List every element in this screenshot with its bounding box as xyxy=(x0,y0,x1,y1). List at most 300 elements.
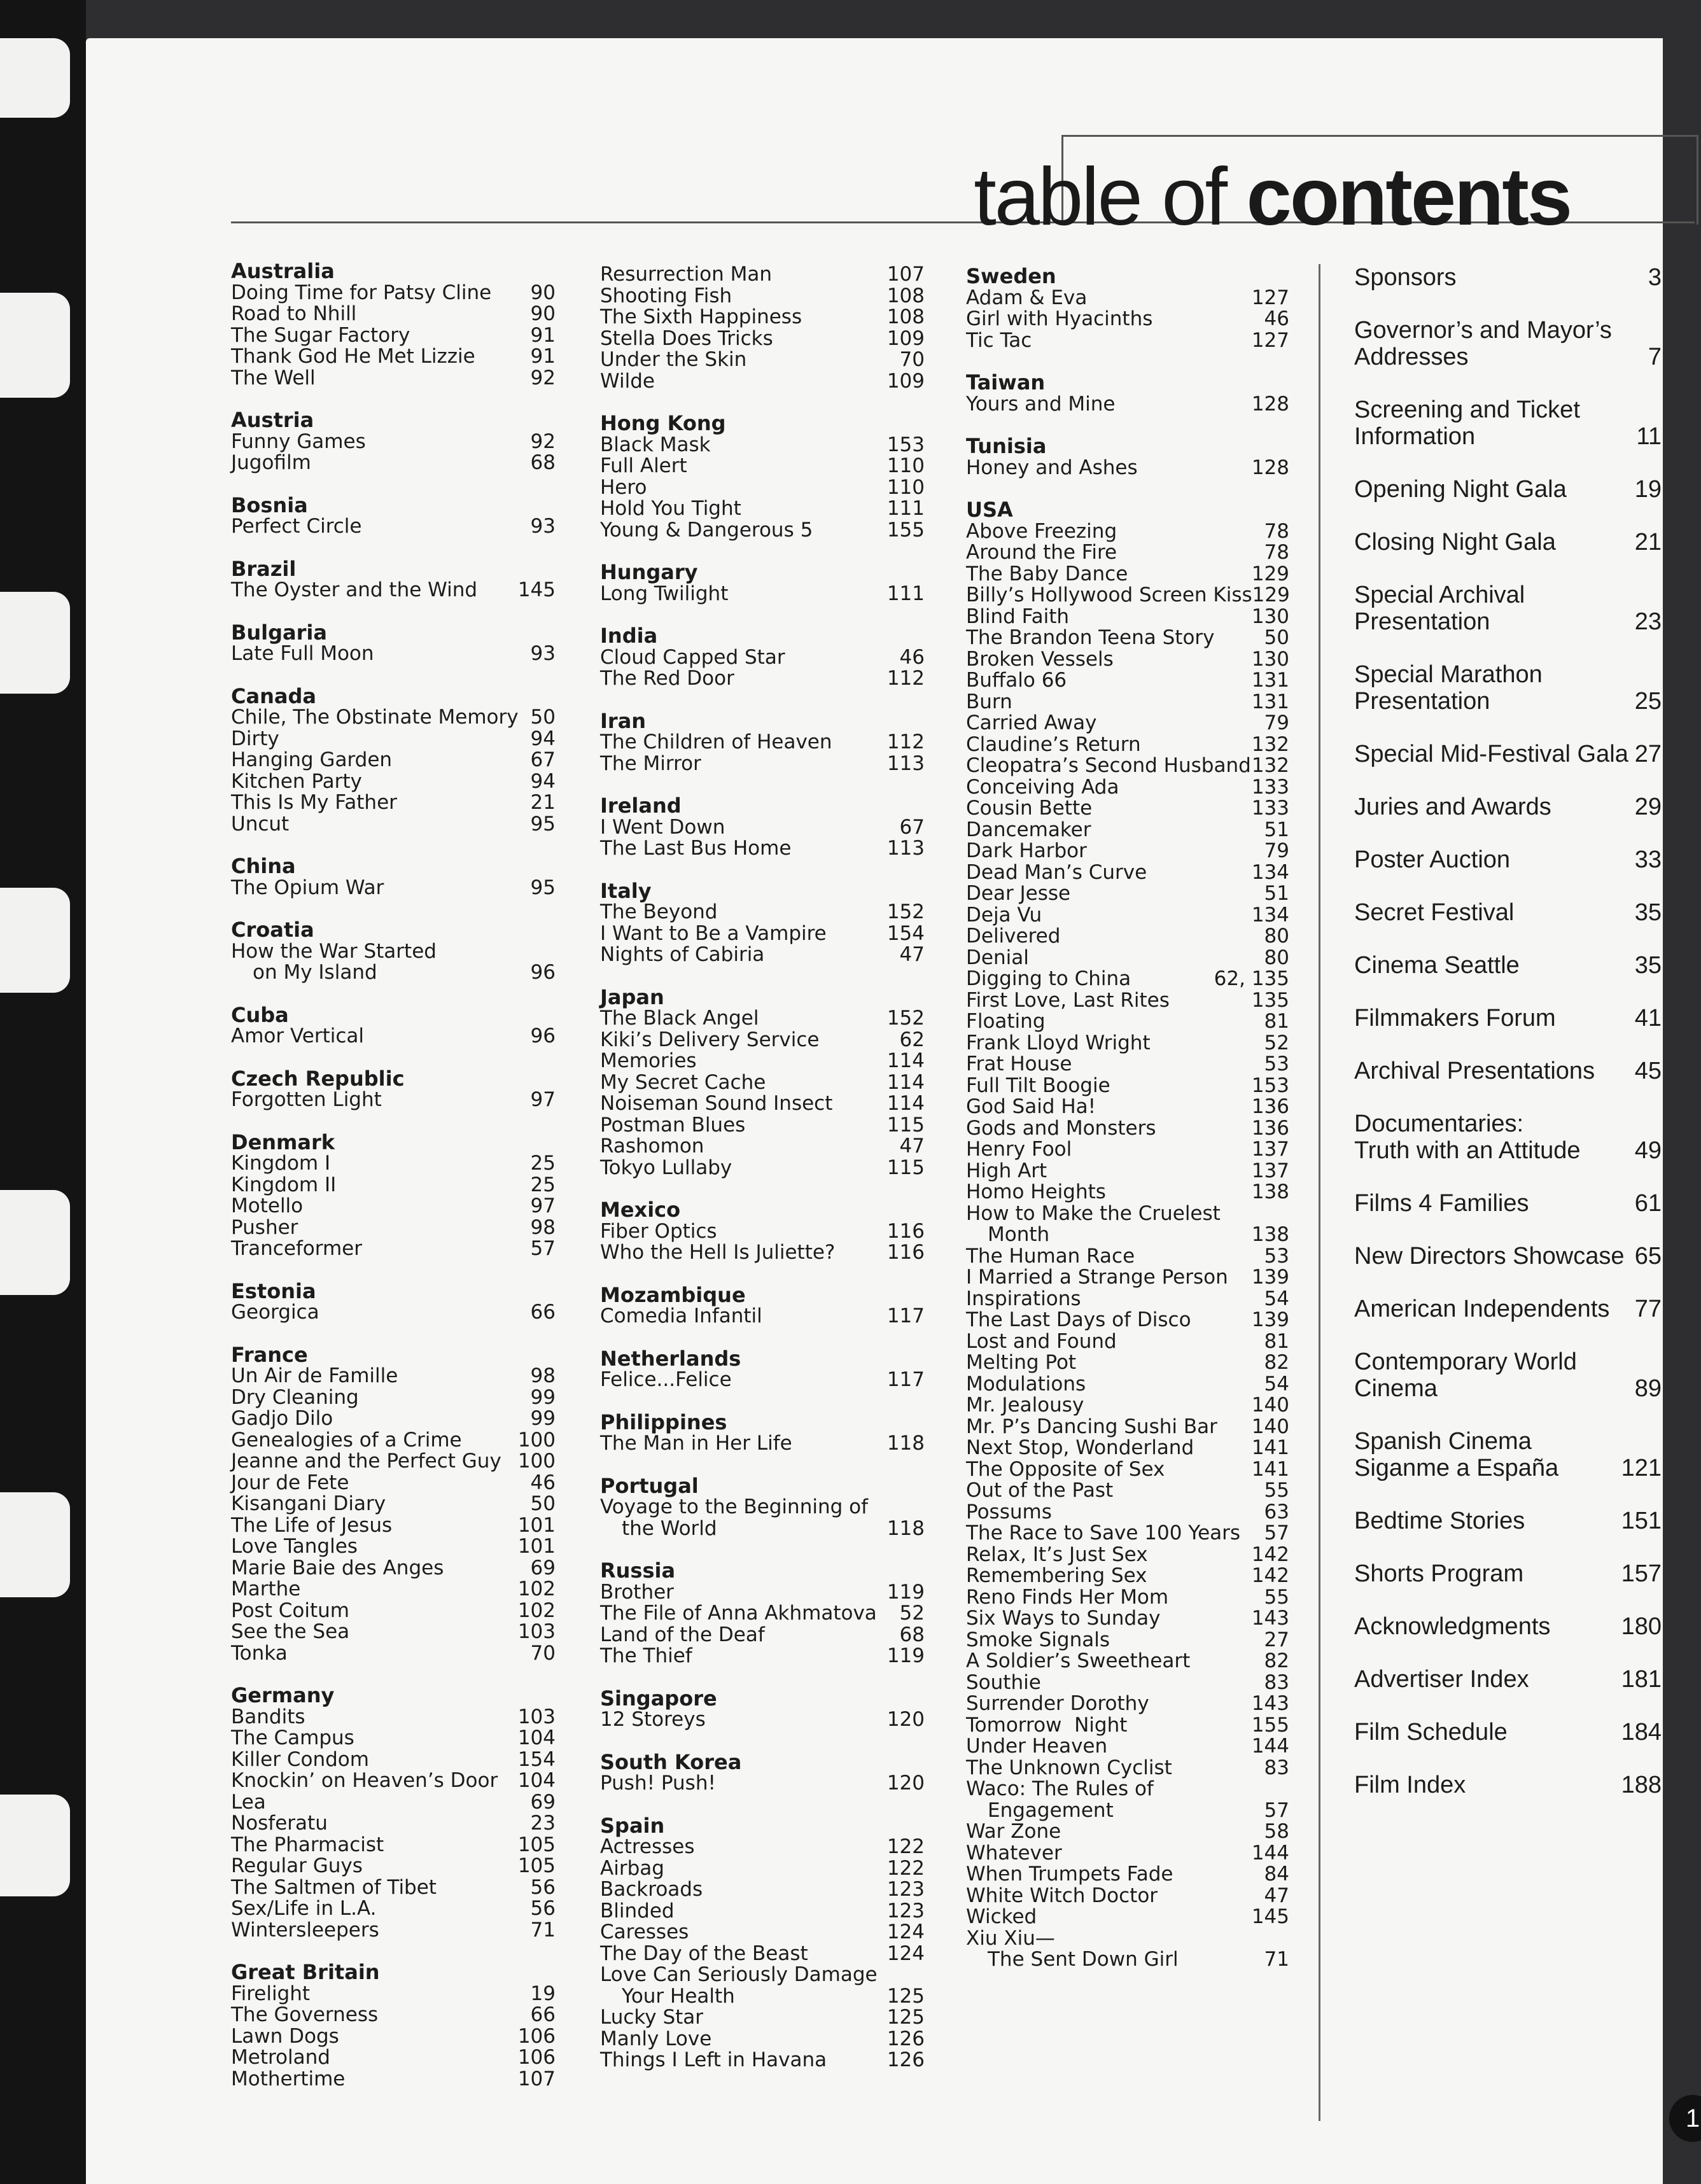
film-page: 99 xyxy=(530,1407,556,1430)
film-entry xyxy=(231,707,556,729)
film-entry xyxy=(966,1800,1289,1822)
section-page: 29 xyxy=(1634,794,1662,820)
film-title: Carried Away xyxy=(966,711,1097,734)
film-title: Things I Left in Havana xyxy=(600,2048,827,2071)
film-title: Georgica xyxy=(231,1301,319,1324)
country-group xyxy=(600,1282,925,1327)
film-entry xyxy=(966,841,1289,862)
film-title: Dead Man’s Curve xyxy=(966,860,1147,884)
film-page: 128 xyxy=(1251,392,1289,416)
film-title: Lost and Found xyxy=(966,1329,1117,1353)
film-page: 21 xyxy=(530,791,556,814)
section-page: 21 xyxy=(1634,529,1662,556)
film-page: 107 xyxy=(517,2067,556,2090)
film-page: 131 xyxy=(1251,669,1289,692)
film-title: Tonka xyxy=(231,1641,288,1665)
film-entry xyxy=(600,1986,925,2008)
film-title: Forgotten Light xyxy=(231,1088,382,1111)
film-page: 93 xyxy=(530,515,556,538)
film-entry xyxy=(966,542,1289,564)
film-entry xyxy=(231,1473,556,1494)
film-page: 46 xyxy=(1264,307,1289,330)
film-entry xyxy=(966,521,1289,543)
film-entry xyxy=(231,1217,556,1239)
film-page: 52 xyxy=(1264,1031,1289,1054)
film-page: 46 xyxy=(530,1471,556,1494)
country-group xyxy=(231,1002,556,1047)
film-title: See the Sea xyxy=(231,1620,350,1643)
film-page: 133 xyxy=(1251,775,1289,799)
film-title: The Last Days of Disco xyxy=(966,1308,1191,1331)
film-page: 81 xyxy=(1264,1010,1289,1033)
film-page: 109 xyxy=(886,326,925,350)
film-entry xyxy=(231,368,556,389)
film-title: 12 Storeys xyxy=(600,1708,706,1731)
section-label: New Directors Showcase xyxy=(1354,1243,1625,1270)
film-entry xyxy=(600,349,925,371)
film-page: 56 xyxy=(530,1875,556,1899)
film-entry xyxy=(600,371,925,393)
film-page: 62 xyxy=(899,1028,925,1051)
film-page: 55 xyxy=(1264,1479,1289,1502)
film-entry xyxy=(231,1536,556,1558)
film-title: The Life of Jesus xyxy=(231,1513,393,1537)
film-page: 54 xyxy=(1264,1372,1289,1396)
film-entry xyxy=(966,1928,1289,1950)
section-page: 89 xyxy=(1634,1375,1662,1402)
film-page: 78 xyxy=(1264,541,1289,564)
film-page: 132 xyxy=(1251,732,1289,756)
section-label: Film Schedule xyxy=(1354,1719,1508,1746)
country-heading: Mozambique xyxy=(600,1282,746,1307)
film-page: 96 xyxy=(530,1025,556,1047)
film-title: The Children of Heaven xyxy=(600,731,832,753)
film-title: The Day of the Beast xyxy=(600,1942,808,1965)
film-entry xyxy=(966,1182,1289,1203)
film-entry xyxy=(231,516,556,538)
film-page: 154 xyxy=(517,1747,556,1771)
film-entry xyxy=(231,1238,556,1260)
film-title: Xiu Xiu— xyxy=(966,1926,1055,1950)
film-entry xyxy=(600,838,925,860)
film-entry xyxy=(600,2029,925,2050)
film-page: 144 xyxy=(1251,1841,1289,1865)
film-entry xyxy=(231,1835,556,1856)
film-title: The Oyster and the Wind xyxy=(231,578,478,601)
section-label: Advertiser Index xyxy=(1354,1666,1529,1693)
film-entry xyxy=(966,585,1289,606)
document-page xyxy=(86,38,1700,2184)
film-title: God Said Ha! xyxy=(966,1095,1096,1118)
film-page: 130 xyxy=(1251,647,1289,671)
film-page: 139 xyxy=(1251,1266,1289,1289)
section-label: Contemporary World Cinema xyxy=(1354,1348,1577,1402)
film-title: Waco: The Rules of xyxy=(966,1777,1154,1800)
film-page: 137 xyxy=(1251,1159,1289,1182)
country-heading: Italy xyxy=(600,878,652,903)
country-group xyxy=(600,1813,925,2071)
film-entry xyxy=(231,1408,556,1430)
film-title: Yours and Mine xyxy=(966,392,1116,416)
section-entry xyxy=(1354,1190,1662,1217)
film-page: 110 xyxy=(886,475,925,499)
film-entry xyxy=(600,1646,925,1667)
film-title: Southie xyxy=(966,1670,1041,1694)
country-heading: Spain xyxy=(600,1813,665,1838)
film-page: 53 xyxy=(1264,1053,1289,1075)
section-page: 180 xyxy=(1621,1613,1662,1640)
film-entry xyxy=(600,1030,925,1051)
film-title: The Red Door xyxy=(600,667,734,690)
film-page: 136 xyxy=(1251,1116,1289,1140)
film-page: 119 xyxy=(886,1644,925,1667)
film-page: 114 xyxy=(886,1049,925,1072)
section-entry xyxy=(1354,1613,1662,1640)
film-entry xyxy=(600,1093,925,1115)
film-title: I Want to Be a Vampire xyxy=(600,921,827,945)
film-title: The Black Angel xyxy=(600,1007,759,1030)
film-title: Frank Lloyd Wright xyxy=(966,1031,1151,1054)
country-heading: Great Britain xyxy=(231,1960,380,1984)
film-page: 80 xyxy=(1264,925,1289,948)
section-page: 45 xyxy=(1634,1058,1662,1084)
film-page: 110 xyxy=(886,454,925,477)
film-title: White Witch Doctor xyxy=(966,1884,1158,1907)
film-title: The Human Race xyxy=(966,1244,1135,1268)
film-page: 123 xyxy=(886,1899,925,1922)
film-title: Under the Skin xyxy=(600,348,747,371)
film-page: 153 xyxy=(1251,1074,1289,1097)
film-title: Firelight xyxy=(231,1982,311,2005)
country-heading: Croatia xyxy=(231,918,314,942)
country-heading: Iran xyxy=(600,708,647,733)
film-page: 78 xyxy=(1264,519,1289,543)
section-label: Special Mid-Festival Gala xyxy=(1354,741,1628,767)
section-page: 35 xyxy=(1634,952,1662,979)
film-title: Blind Faith xyxy=(966,605,1070,628)
country-heading: China xyxy=(231,854,296,878)
film-page: 95 xyxy=(530,876,556,899)
film-title: Actresses xyxy=(600,1835,695,1858)
section-page: 184 xyxy=(1621,1719,1662,1746)
section-label: Screening and Ticket Information xyxy=(1354,396,1580,450)
film-entry xyxy=(600,647,925,669)
film-title: Burn xyxy=(966,690,1012,713)
film-page: 53 xyxy=(1264,1244,1289,1268)
film-page: 108 xyxy=(886,284,925,307)
film-title: Engagement xyxy=(988,1798,1114,1822)
film-entry xyxy=(231,580,556,601)
country-group xyxy=(231,683,556,836)
film-title: Love Tangles xyxy=(231,1535,358,1558)
country-group xyxy=(231,856,556,899)
film-page: 102 xyxy=(517,1578,556,1600)
section-label: Cinema Seattle xyxy=(1354,952,1520,979)
film-entry xyxy=(966,1502,1289,1523)
film-title: Jugofilm xyxy=(231,451,311,474)
film-title: Your Health xyxy=(622,1984,735,2008)
film-page: 103 xyxy=(517,1705,556,1728)
country-group xyxy=(600,1412,925,1455)
film-entry xyxy=(231,1728,556,1749)
film-entry xyxy=(966,1843,1289,1865)
section-entry xyxy=(1354,396,1662,450)
section-entry xyxy=(1354,1058,1662,1084)
film-page: 99 xyxy=(530,1385,556,1409)
film-page: 67 xyxy=(530,748,556,771)
film-title: Broken Vessels xyxy=(966,647,1114,671)
country-heading: Hong Kong xyxy=(600,411,726,435)
film-title: Caresses xyxy=(600,1921,689,1943)
film-entry xyxy=(600,1901,925,1922)
film-page: 63 xyxy=(1264,1500,1289,1523)
country-group xyxy=(231,1962,556,2090)
film-title: The Governess xyxy=(231,2003,379,2026)
film-page: 111 xyxy=(886,497,925,520)
film-entry xyxy=(231,1856,556,1877)
film-page: 144 xyxy=(1251,1735,1289,1758)
film-page: 69 xyxy=(530,1790,556,1814)
country-heading: Singapore xyxy=(600,1686,717,1711)
section-page: 35 xyxy=(1634,899,1662,926)
section-label: Film Index xyxy=(1354,1772,1466,1798)
film-page: 106 xyxy=(517,2046,556,2069)
film-entry xyxy=(966,1246,1289,1268)
film-entry xyxy=(600,732,925,753)
film-title: Marie Baie des Anges xyxy=(231,1556,444,1579)
film-title: Adam & Eva xyxy=(966,286,1088,309)
film-page: 66 xyxy=(530,1301,556,1324)
film-title: Smoke Signals xyxy=(966,1628,1110,1651)
film-page: 51 xyxy=(1264,818,1289,841)
section-page: 65 xyxy=(1634,1243,1662,1270)
film-entry xyxy=(600,1158,925,1179)
country-heading: South Korea xyxy=(600,1749,742,1774)
section-page: 121 xyxy=(1621,1455,1662,1481)
film-entry xyxy=(600,902,925,923)
section-entry xyxy=(1354,1666,1662,1693)
film-title: Killer Condom xyxy=(231,1747,369,1771)
section-page: 49 xyxy=(1634,1137,1662,1164)
film-title: The Race to Save 100 Years xyxy=(966,1522,1241,1544)
section-entry xyxy=(1354,529,1662,556)
film-title: Thank God He Met Lizzie xyxy=(231,345,475,368)
film-page: 126 xyxy=(886,2027,925,2050)
film-entry xyxy=(966,309,1289,330)
country-group xyxy=(231,261,556,389)
film-title: Shooting Fish xyxy=(600,284,732,307)
film-page: 67 xyxy=(899,815,925,839)
film-page: 119 xyxy=(886,1580,925,1604)
film-title: Dirty xyxy=(231,727,279,750)
film-title: War Zone xyxy=(966,1820,1061,1843)
film-title: Dancemaker xyxy=(966,818,1091,841)
film-page: 129 xyxy=(1252,584,1290,606)
film-page: 118 xyxy=(886,1432,925,1455)
film-page: 23 xyxy=(530,1812,556,1835)
section-label: Special Marathon Presentation xyxy=(1354,661,1543,715)
film-entry xyxy=(600,435,925,456)
film-title: Kitchen Party xyxy=(231,769,362,793)
section-label: Sponsors xyxy=(1354,264,1457,291)
film-entry xyxy=(231,2069,556,2090)
film-page: 57 xyxy=(1264,1522,1289,1544)
film-title: Un Air de Famille xyxy=(231,1364,398,1387)
film-title: My Secret Cache xyxy=(600,1070,766,1094)
film-entry xyxy=(966,1758,1289,1779)
country-group xyxy=(966,500,1289,1971)
film-page: 80 xyxy=(1264,946,1289,969)
film-page: 125 xyxy=(886,2006,925,2029)
country-heading: Australia xyxy=(231,259,335,283)
film-title: Wilde xyxy=(600,369,655,393)
film-entry xyxy=(231,1451,556,1473)
film-page: 111 xyxy=(886,582,925,605)
country-heading: Estonia xyxy=(231,1278,316,1303)
film-title: First Love, Last Rites xyxy=(966,988,1170,1012)
film-page: 102 xyxy=(517,1599,556,1622)
film-page: 113 xyxy=(886,837,925,860)
country-heading: Germany xyxy=(231,1683,335,1707)
film-title: Chile, The Obstinate Memory xyxy=(231,706,519,729)
country-heading: Bosnia xyxy=(231,493,308,517)
film-title: Relax, It’s Just Sex xyxy=(966,1543,1148,1566)
film-page: 25 xyxy=(530,1173,556,1196)
film-entry xyxy=(966,1715,1289,1737)
film-entry xyxy=(966,1949,1289,1971)
section-label: Shorts Program xyxy=(1354,1560,1524,1587)
spiral-binding xyxy=(0,0,86,2184)
film-entry xyxy=(966,713,1289,734)
film-entry xyxy=(966,1075,1289,1097)
film-entry xyxy=(966,1289,1289,1310)
section-page: 3 xyxy=(1648,264,1662,291)
film-page: 104 xyxy=(517,1769,556,1792)
film-entry xyxy=(231,1175,556,1196)
country-group xyxy=(600,708,925,775)
film-title: Knockin’ on Heaven’s Door xyxy=(231,1769,498,1792)
film-page: 122 xyxy=(886,1856,925,1880)
film-title: Memories xyxy=(600,1049,697,1072)
film-entry xyxy=(600,923,925,945)
film-title: Delivered xyxy=(966,925,1061,948)
film-page: 127 xyxy=(1251,328,1289,352)
film-entry xyxy=(966,1544,1289,1566)
film-entry xyxy=(966,627,1289,649)
film-title: Tranceformer xyxy=(231,1237,362,1260)
film-page: 133 xyxy=(1251,797,1289,820)
film-entry xyxy=(966,606,1289,628)
film-entry xyxy=(966,1651,1289,1672)
section-entry xyxy=(1354,1243,1662,1270)
film-page: 139 xyxy=(1251,1308,1289,1331)
film-entry xyxy=(600,944,925,966)
film-entry xyxy=(231,1196,556,1217)
film-title: Marthe xyxy=(231,1578,301,1600)
film-title: Young & Dangerous 5 xyxy=(600,518,813,542)
section-entry xyxy=(1354,794,1662,820)
section-entry xyxy=(1354,661,1662,715)
film-page: 126 xyxy=(886,2048,925,2071)
film-entry xyxy=(600,1858,925,1880)
film-page: 142 xyxy=(1251,1543,1289,1566)
film-page: 97 xyxy=(530,1194,556,1217)
film-title: Bandits xyxy=(231,1705,305,1728)
film-title: Late Full Moon xyxy=(231,642,374,665)
film-page: 112 xyxy=(886,667,925,690)
film-title: on My Island xyxy=(253,961,377,984)
country-heading: France xyxy=(231,1342,308,1367)
film-title: Surrender Dorothy xyxy=(966,1692,1149,1715)
sections-list xyxy=(1354,264,1662,1824)
film-page: 138 xyxy=(1251,1180,1289,1203)
film-entry xyxy=(966,649,1289,671)
film-page: 123 xyxy=(886,1878,925,1901)
film-title: Mr. Jealousy xyxy=(966,1394,1084,1417)
film-entry xyxy=(966,1310,1289,1331)
section-page: 77 xyxy=(1634,1296,1662,1322)
film-page: 140 xyxy=(1251,1394,1289,1417)
film-entry xyxy=(966,969,1289,990)
film-page: 132 xyxy=(1251,754,1289,777)
film-entry xyxy=(966,1886,1289,1907)
film-title: Out of the Past xyxy=(966,1479,1114,1502)
country-heading: Cuba xyxy=(231,1002,289,1027)
film-page: 155 xyxy=(886,518,925,542)
film-title: Amor Vertical xyxy=(231,1025,365,1047)
title-light: table of xyxy=(974,151,1247,242)
film-page: 50 xyxy=(1264,626,1289,649)
film-title: Kisangani Diary xyxy=(231,1492,386,1515)
film-entry xyxy=(231,2047,556,2069)
film-title: Tic Tac xyxy=(966,328,1032,352)
film-entry xyxy=(966,1907,1289,1928)
film-page: 50 xyxy=(530,706,556,729)
film-entry xyxy=(231,643,556,665)
country-group xyxy=(966,436,1289,479)
film-title: Digging to China xyxy=(966,967,1131,990)
country-heading: Czech Republic xyxy=(231,1066,405,1091)
film-page: 90 xyxy=(530,281,556,304)
film-title: Noiseman Sound Insect xyxy=(600,1092,833,1115)
section-label: Closing Night Gala xyxy=(1354,529,1556,556)
film-entry xyxy=(600,1369,925,1391)
film-page: 114 xyxy=(886,1070,925,1094)
film-entry xyxy=(231,1600,556,1622)
film-entry xyxy=(966,755,1289,777)
film-title: Under Heaven xyxy=(966,1735,1108,1758)
film-entry xyxy=(600,1943,925,1965)
country-group xyxy=(966,266,1289,351)
film-entry xyxy=(966,1033,1289,1054)
film-title: Henry Fool xyxy=(966,1138,1072,1161)
film-entry xyxy=(966,1054,1289,1075)
film-page: 136 xyxy=(1251,1095,1289,1118)
film-page: 145 xyxy=(1251,1905,1289,1928)
film-entry xyxy=(966,1267,1289,1289)
film-page: 108 xyxy=(886,305,925,328)
film-title: Claudine’s Return xyxy=(966,732,1141,756)
film-entry xyxy=(600,1008,925,1030)
film-title: When Trumpets Fade xyxy=(966,1863,1173,1886)
film-page: 94 xyxy=(530,769,556,793)
film-page: 125 xyxy=(886,1984,925,2008)
film-title: I Went Down xyxy=(600,815,725,839)
film-title: Dry Cleaning xyxy=(231,1385,359,1409)
film-title: This Is My Father xyxy=(231,791,397,814)
section-page: 33 xyxy=(1634,846,1662,873)
country-group xyxy=(600,562,925,605)
